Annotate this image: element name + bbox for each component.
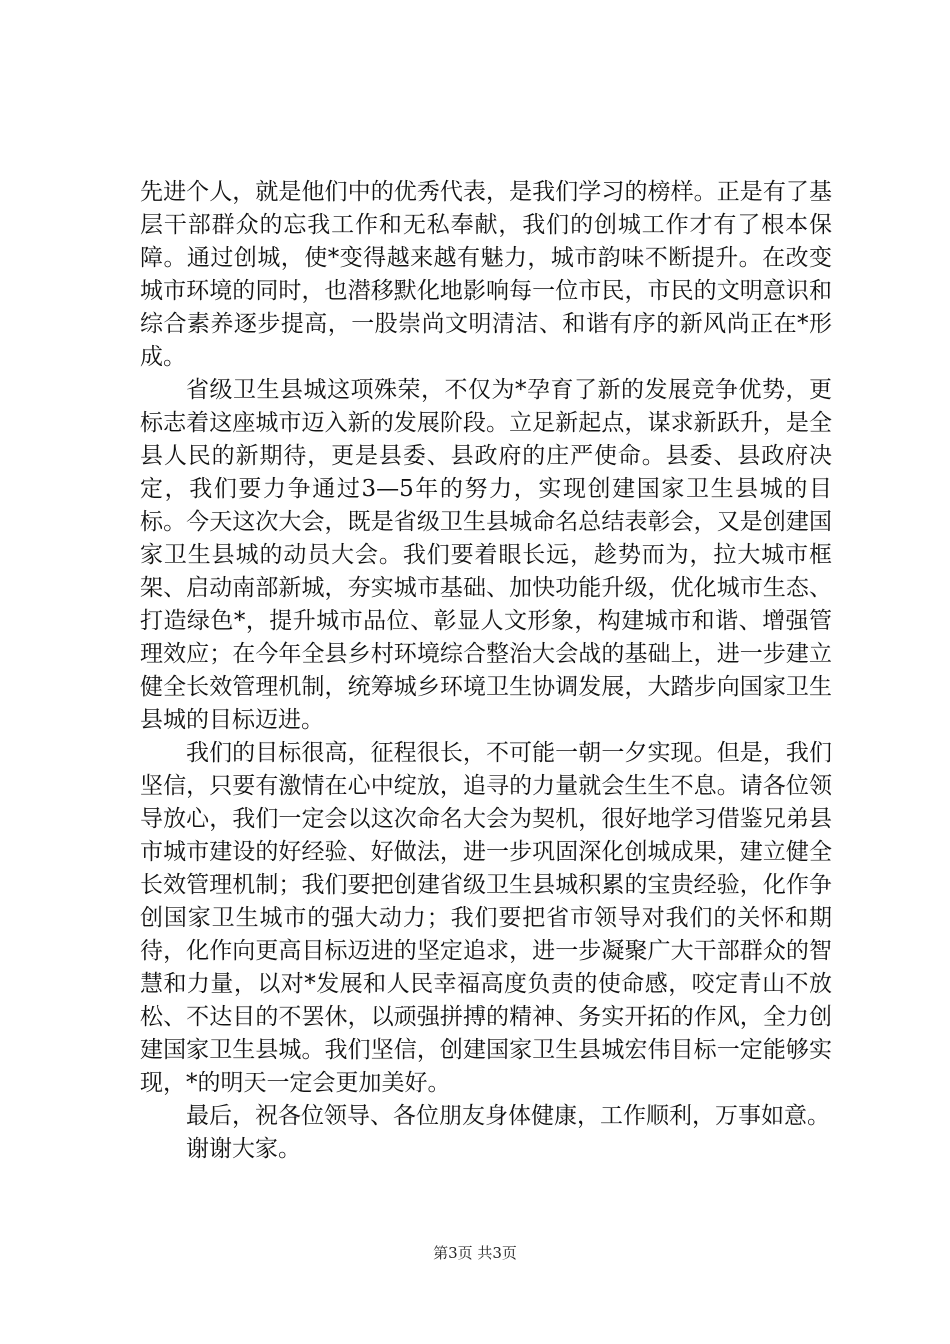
paragraph-2: 省级卫生县城这项殊荣，不仅为*孕育了新的发展竞争优势，更标志着这座城市迈入新的发展阶段。立足新起点，谋求新跃升，是全县人民的新期待，更是县委、县政府的庄严使命。县委、县政府决定，我们要力争通过3—5年的努力，实现创建国家卫生县城的目标。今天这次大会，既是省级卫生县城命名总结表彰会，又是创建国家卫生县城的动员大会。我们要着眼长远，趁势而为，拉大城市框架、启动南部新城，夯实城市基础、加快功能升级，优化城市生态、打造绿色*，提升城市品位、彰显人文形象，构建城市和谐、增强管理效应；在今年全县乡村环境综合整治大会战的基础上，进一步建立健全长效管理机制，统筹城乡环境卫生协调发展，大踏步向国家卫生县城的目标迈进。	[140, 377, 832, 733]
page-footer	[0, 1243, 950, 1263]
document-body	[140, 176, 832, 1166]
paragraph-4: 最后，祝各位领导、各位朋友身体健康，工作顺利，万事如意。	[186, 1103, 830, 1129]
paragraph-3: 我们的目标很高，征程很长，不可能一朝一夕实现。但是，我们坚信，只要有激情在心中绽放，追寻的力量就会生生不息。请各位领导放心，我们一定会以这次命名大会为契机，很好地学习借鉴兄弟县市城市建设的好经验、好做法，进一步巩固深化创城成果，建立健全长效管理机制；我们要把创建省级卫生县城积累的宝贵经验，化作争创国家卫生城市的强大动力；我们要把省市领导对我们的关怀和期待，化作向更高目标迈进的坚定追求，进一步凝聚广大干部群众的智慧和力量，以对*发展和人民幸福高度负责的使命感，咬定青山不放松、不达目的不罢休，以顽强拼搏的精神、务实开拓的作风，全力创建国家卫生县城。我们坚信，创建国家卫生县城宏伟目标一定能够实现，*的明天一定会更加美好。	[140, 740, 832, 1096]
paragraph-5: 谢谢大家。	[186, 1136, 301, 1162]
paragraph-1: 先进个人，就是他们中的优秀代表，是我们学习的榜样。正是有了基层干部群众的忘我工作和无私奉献，我们的创城工作才有了根本保障。通过创城，使*变得越来越有魅力，城市韵味不断提升。在改变城市环境的同时，也潜移默化地影响每一位市民，市民的文明意识和综合素养逐步提高，一股崇尚文明清洁、和谐有序的新风尚正在*形成。	[140, 179, 832, 370]
page-number-label: 第3页 共3页	[433, 1244, 517, 1262]
